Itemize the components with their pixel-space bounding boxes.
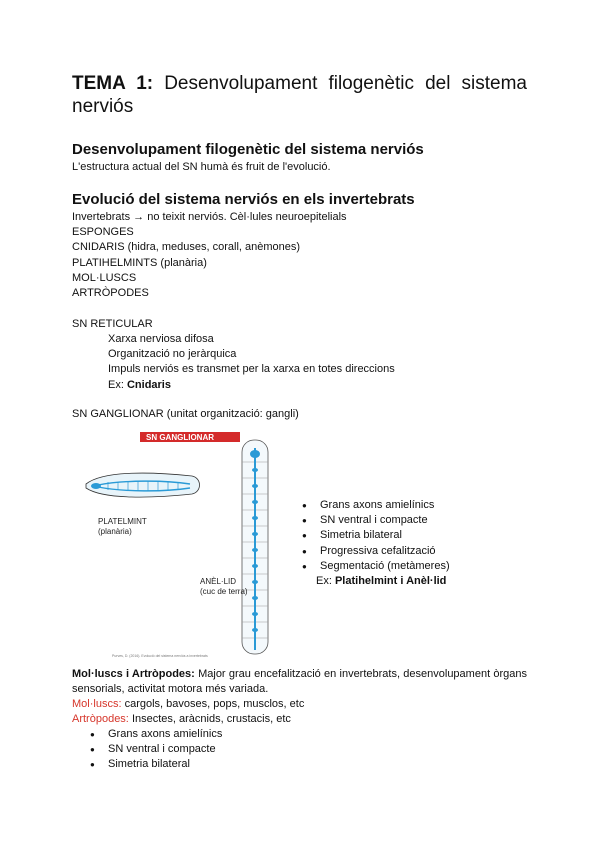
arthropods-line: [72, 712, 291, 727]
ganglionar-bullets: [302, 498, 450, 574]
ganglionar-example-bold: Platihelmint i Anèl·lid: [334, 575, 447, 587]
molluscs-examples: cargols, bavoses, pops, musclos, etc: [124, 698, 305, 710]
ganglionar-figure: [84, 432, 284, 660]
ganglionar-figure-svg: [84, 432, 284, 660]
reticular-item: Organització no jeràrquica: [108, 348, 237, 361]
reticular-items: [108, 332, 395, 393]
molluscs-text: Major grau encefalització en invertebrats, desenvolupament òrgans sensorials, activitat motora més variada.: [72, 668, 528, 696]
reticular-item: Xarxa nerviosa difosa: [108, 333, 214, 345]
bullet-item: ● Grans axons amielínics: [90, 727, 222, 742]
molluscs-line: [72, 697, 304, 712]
bullet-item: ● Progressiva cefalització: [302, 544, 450, 559]
reticular-example: Ex: Cnidaris: [108, 378, 171, 391]
reticular-example-bold: Cnidaris: [126, 378, 171, 391]
invertebrate-line: PLATIHELMINTS (planària): [72, 256, 207, 269]
title-bold: TEMA 1:: [72, 73, 154, 94]
bullet-item: ● Grans axons amielínics: [302, 498, 450, 513]
arthropods-examples: Insectes, aràcnids, crustacis, etc: [131, 713, 291, 725]
invertebrate-line: CNIDARIS (hidra, meduses, corall, anèmones): [72, 241, 301, 254]
bullet-item: ● Segmentació (metàmeres): [302, 559, 450, 574]
planaria-label: PLATELMINT: [98, 517, 147, 526]
planaria-brain: [91, 483, 101, 489]
bullet-item: ● Simetria bilateral: [302, 528, 450, 543]
annelid-label: ANÈL·LID: [200, 577, 237, 586]
annelid-brain: [250, 450, 260, 458]
ganglionar-label: SN GANGLIONAR (unitat organització: gangli): [72, 408, 299, 420]
invertebrate-line: ESPONGES: [72, 226, 134, 239]
invertebrate-line: Invertebrats → no teixit nerviós. Cèl·lules neuroepitelials: [72, 211, 347, 223]
invertebrate-line: ARTRÒPODES: [72, 287, 149, 300]
invertebrate-list: [72, 210, 347, 301]
section1-text: L'estructura actual del SN humà és fruit de l'evolució.: [72, 161, 331, 173]
bullet-item: ● SN ventral i compacte: [90, 742, 222, 757]
figure-caption: Purves, D. (2016). Evolució del sistema nerviós a invertebrats: [112, 654, 208, 658]
planaria-sublabel: (planària): [98, 527, 132, 536]
molluscs-bullets: [90, 727, 222, 773]
molluscs-paragraph: [72, 667, 527, 697]
arthropods-label: Artròpodes:: [72, 713, 129, 725]
annelid-sublabel: (cuc de terra): [200, 587, 248, 596]
section1-heading: Desenvolupament filogenètic del sistema nerviós: [72, 141, 424, 158]
page-title: [72, 72, 527, 118]
figure-banner-text: SN GANGLIONAR: [146, 433, 214, 442]
molluscs-heading: Mol·luscs i Artròpodes:: [72, 668, 195, 680]
reticular-label: SN RETICULAR: [72, 318, 153, 330]
ganglionar-example: Ex: Platihelmint i Anèl·lid: [316, 575, 447, 587]
reticular-item: Impuls nerviós es transmet per la xarxa en totes direccions: [108, 363, 395, 376]
bullet-item: ● SN ventral i compacte: [302, 513, 450, 528]
section2-heading: Evolució del sistema nerviós en els invertebrats: [72, 191, 415, 208]
planaria-body: [86, 473, 200, 497]
molluscs-label: Mol·luscs:: [72, 698, 122, 710]
bullet-item: ● Simetria bilateral: [90, 757, 222, 772]
invertebrate-line: MOL·LUSCS: [72, 271, 137, 284]
title-text: Desenvolupament filogenètic del sistema nerviós: [72, 73, 527, 117]
